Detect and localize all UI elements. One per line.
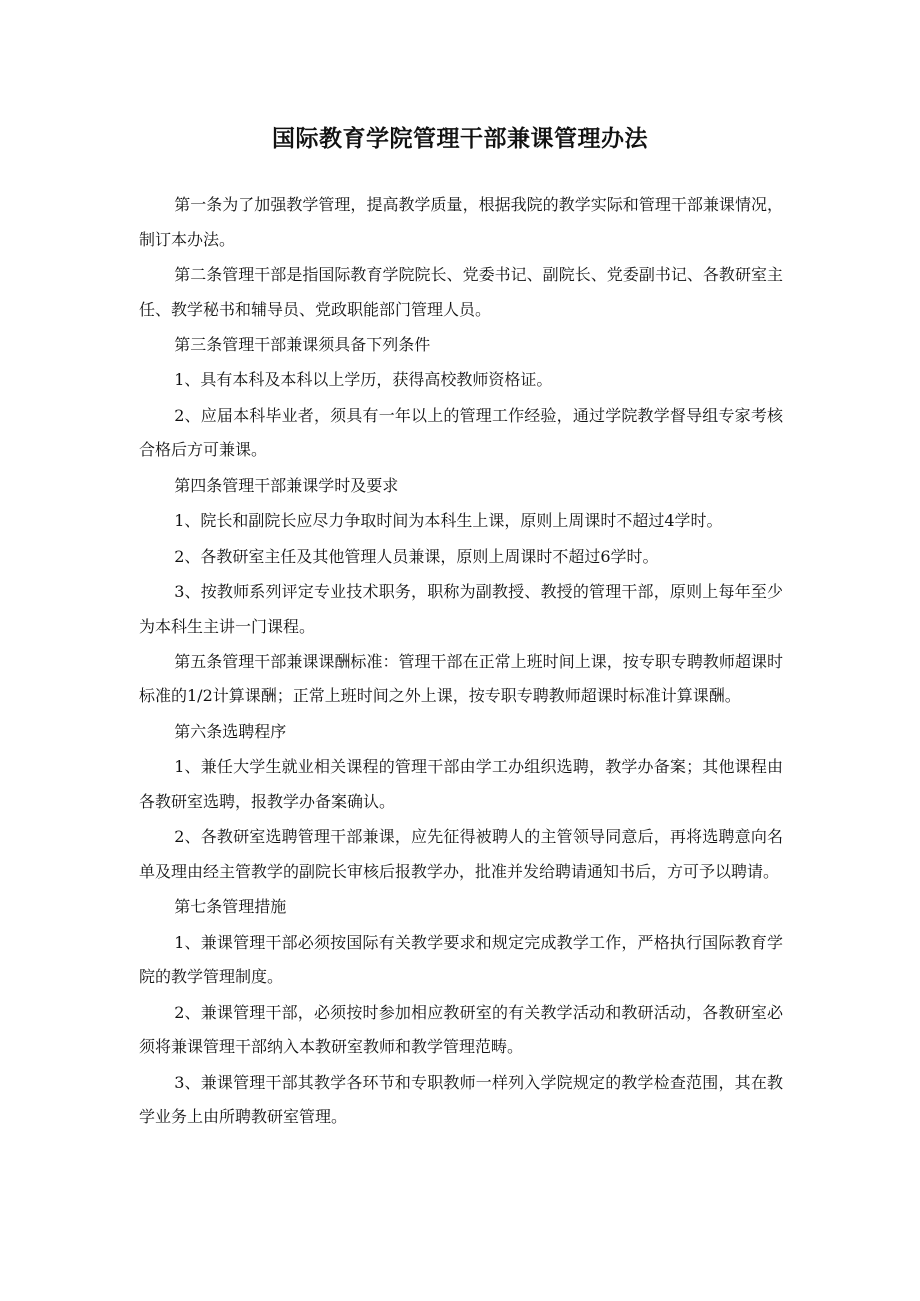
article-3-item-2: 2、应届本科毕业者，须具有一年以上的管理工作经验，通过学院教学督导组专家考核合格后方可兼课。: [139, 405, 783, 460]
article-7-item-2: 2、兼课管理干部，必须按时参加相应教研室的有关教学活动和教研活动，各教研室必须将兼课管理干部纳入本教研室教师和教学管理范畴。: [139, 1002, 783, 1057]
article-2-paragraph: 第二条管理干部是指国际教育学院院长、党委书记、副院长、党委副书记、各教研室主任、教学秘书和辅导员、党政职能部门管理人员。: [139, 264, 783, 319]
article-3-heading: 第三条管理干部兼课须具备下列条件: [174, 334, 431, 354]
document-title: 国际教育学院管理干部兼课管理办法: [272, 126, 648, 152]
article-1-paragraph: 第一条为了加强教学管理，提高教学质量，根据我院的教学实际和管理干部兼课情况，制订本办法。: [139, 195, 783, 249]
article-6-item-1: 1、兼任大学生就业相关课程的管理干部由学工办组织选聘，教学办备案；其他课程由各教研室选聘，报教学办备案确认。: [139, 757, 783, 811]
article-5-paragraph: 第五条管理干部兼课课酬标准：管理干部在正常上班时间上课，按专职专聘教师超课时标准的1/2计算课酬；正常上班时间之外上课，按专职专聘教师超课时标准计算课酬。: [139, 651, 783, 706]
article-7-item-3: 3、兼课管理干部其教学各环节和专职教师一样列入学院规定的教学检查范围，其在教学业务上由所聘教研室管理。: [139, 1072, 783, 1127]
article-7-heading: 第七条管理措施: [174, 897, 287, 917]
article-4-heading: 第四条管理干部兼课学时及要求: [174, 475, 399, 495]
article-4-item-2: 2、各教研室主任及其他管理人员兼课，原则上周课时不超过6学时。: [174, 546, 659, 566]
article-6-item-2: 2、各教研室选聘管理干部兼课，应先征得被聘人的主管领导同意后，再将选聘意向名单及理由经主管教学的副院长审核后报教学办，批准并发给聘请通知书后，方可予以聘请。: [139, 827, 783, 881]
article-4-item-3: 3、按教师系列评定专业技术职务，职称为副教授、教授的管理干部，原则上每年至少为本科生主讲一门课程。: [139, 581, 783, 636]
document-body: [139, 188, 783, 1136]
article-4-item-1: 1、院长和副院长应尽力争取时间为本科生上课，原则上周课时不超过4学时。: [174, 511, 723, 531]
article-3-item-1: 1、具有本科及本科以上学历，获得高校教师资格证。: [174, 370, 553, 390]
article-6-heading: 第六条选聘程序: [174, 721, 287, 741]
article-7-item-1: 1、兼课管理干部必须按国际有关教学要求和规定完成教学工作，严格执行国际教育学院的教学管理制度。: [139, 932, 783, 987]
